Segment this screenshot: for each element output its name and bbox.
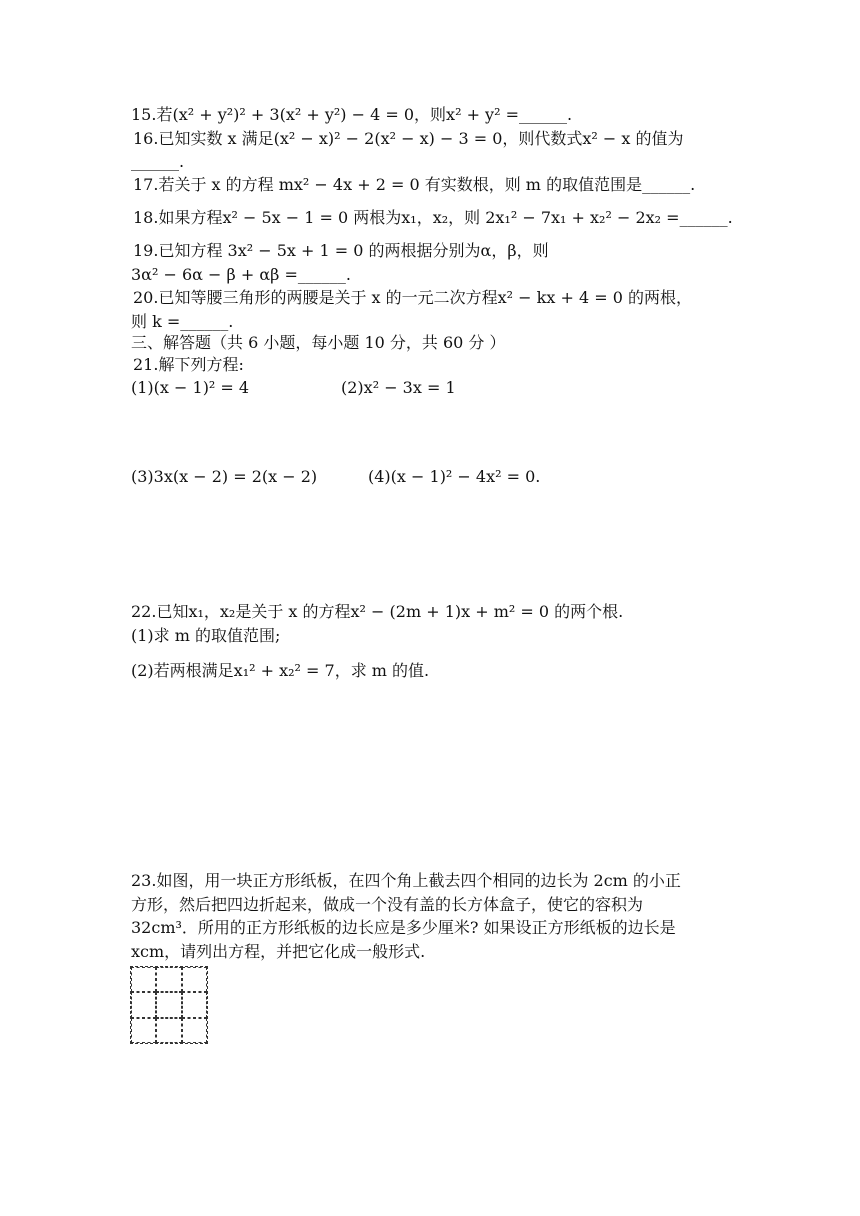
figure-cell [131,967,156,992]
question-16-line2: ______. [131,152,185,171]
figure-cell [182,992,207,1017]
question-16-line1: 16.已知实数 x 满足(x² − x)² − 2(x² − x) − 3 = 0，则代数式x² − x 的值为 [133,129,684,148]
figure-cell [156,992,181,1017]
question-21: 21.解下列方程: [133,355,244,374]
question-20-line1: 20.已知等腰三角形的两腰是关于 x 的一元二次方程x² − kx + 4 = 0 的两根， [133,288,692,307]
figure-cell [156,967,181,992]
question-23-line2: 方形，然后把四边折起来，做成一个没有盖的长方体盒子，使它的容积为 [131,895,644,914]
question-18: 18.如果方程x² − 5x − 1 = 0 两根为x₁，x₂，则 2x₁² − 7x₁ + x₂² − 2x₂ =______. [133,208,733,227]
figure-cell [131,992,156,1017]
question-22-part1: (1)求 m 的取值范围; [131,626,281,645]
question-22: 22.已知x₁，x₂是关于 x 的方程x² − (2m + 1)x + m² = 0 的两个根. [131,602,624,621]
question-21-part3: (3)3x(x − 2) = 2(x − 2) [131,467,318,486]
question-23-line3: 32cm³．所用的正方形纸板的边长应是多少厘米? 如果设正方形纸板的边长是 [131,918,676,937]
figure-cell [182,1018,207,1043]
question-15: 15.若(x² + y²)² + 3(x² + y²) − 4 = 0，则x² + y² =______. [131,105,573,124]
question-19-line2: 3α² − 6α − β + αβ =______. [131,265,351,284]
question-21-part1: (1)(x − 1)² = 4 [131,378,250,397]
question-21-part4: (4)(x − 1)² − 4x² = 0. [368,467,541,486]
figure-cell [156,1018,181,1043]
square-board-figure [130,966,208,1044]
figure-cell [131,1018,156,1043]
question-17: 17.若关于 x 的方程 mx² − 4x + 2 = 0 有实数根，则 m 的取值范围是______. [133,175,696,194]
question-19-line1: 19.已知方程 3x² − 5x + 1 = 0 的两根据分别为α，β，则 [133,241,549,260]
question-23-line1: 23.如图，用一块正方形纸板，在四个角上截去四个相同的边长为 2cm 的小正 [131,871,681,890]
figure-cell [182,967,207,992]
question-23-line4: xcm，请列出方程，并把它化成一般形式. [131,942,426,961]
question-22-part2: (2)若两根满足x₁² + x₂² = 7，求 m 的值. [131,661,430,680]
question-20-line2: 则 k =______. [131,312,234,331]
question-21-part2: (2)x² − 3x = 1 [341,378,456,397]
section-3-heading: 三、解答题（共 6 小题，每小题 10 分，共 60 分 ） [131,333,506,352]
